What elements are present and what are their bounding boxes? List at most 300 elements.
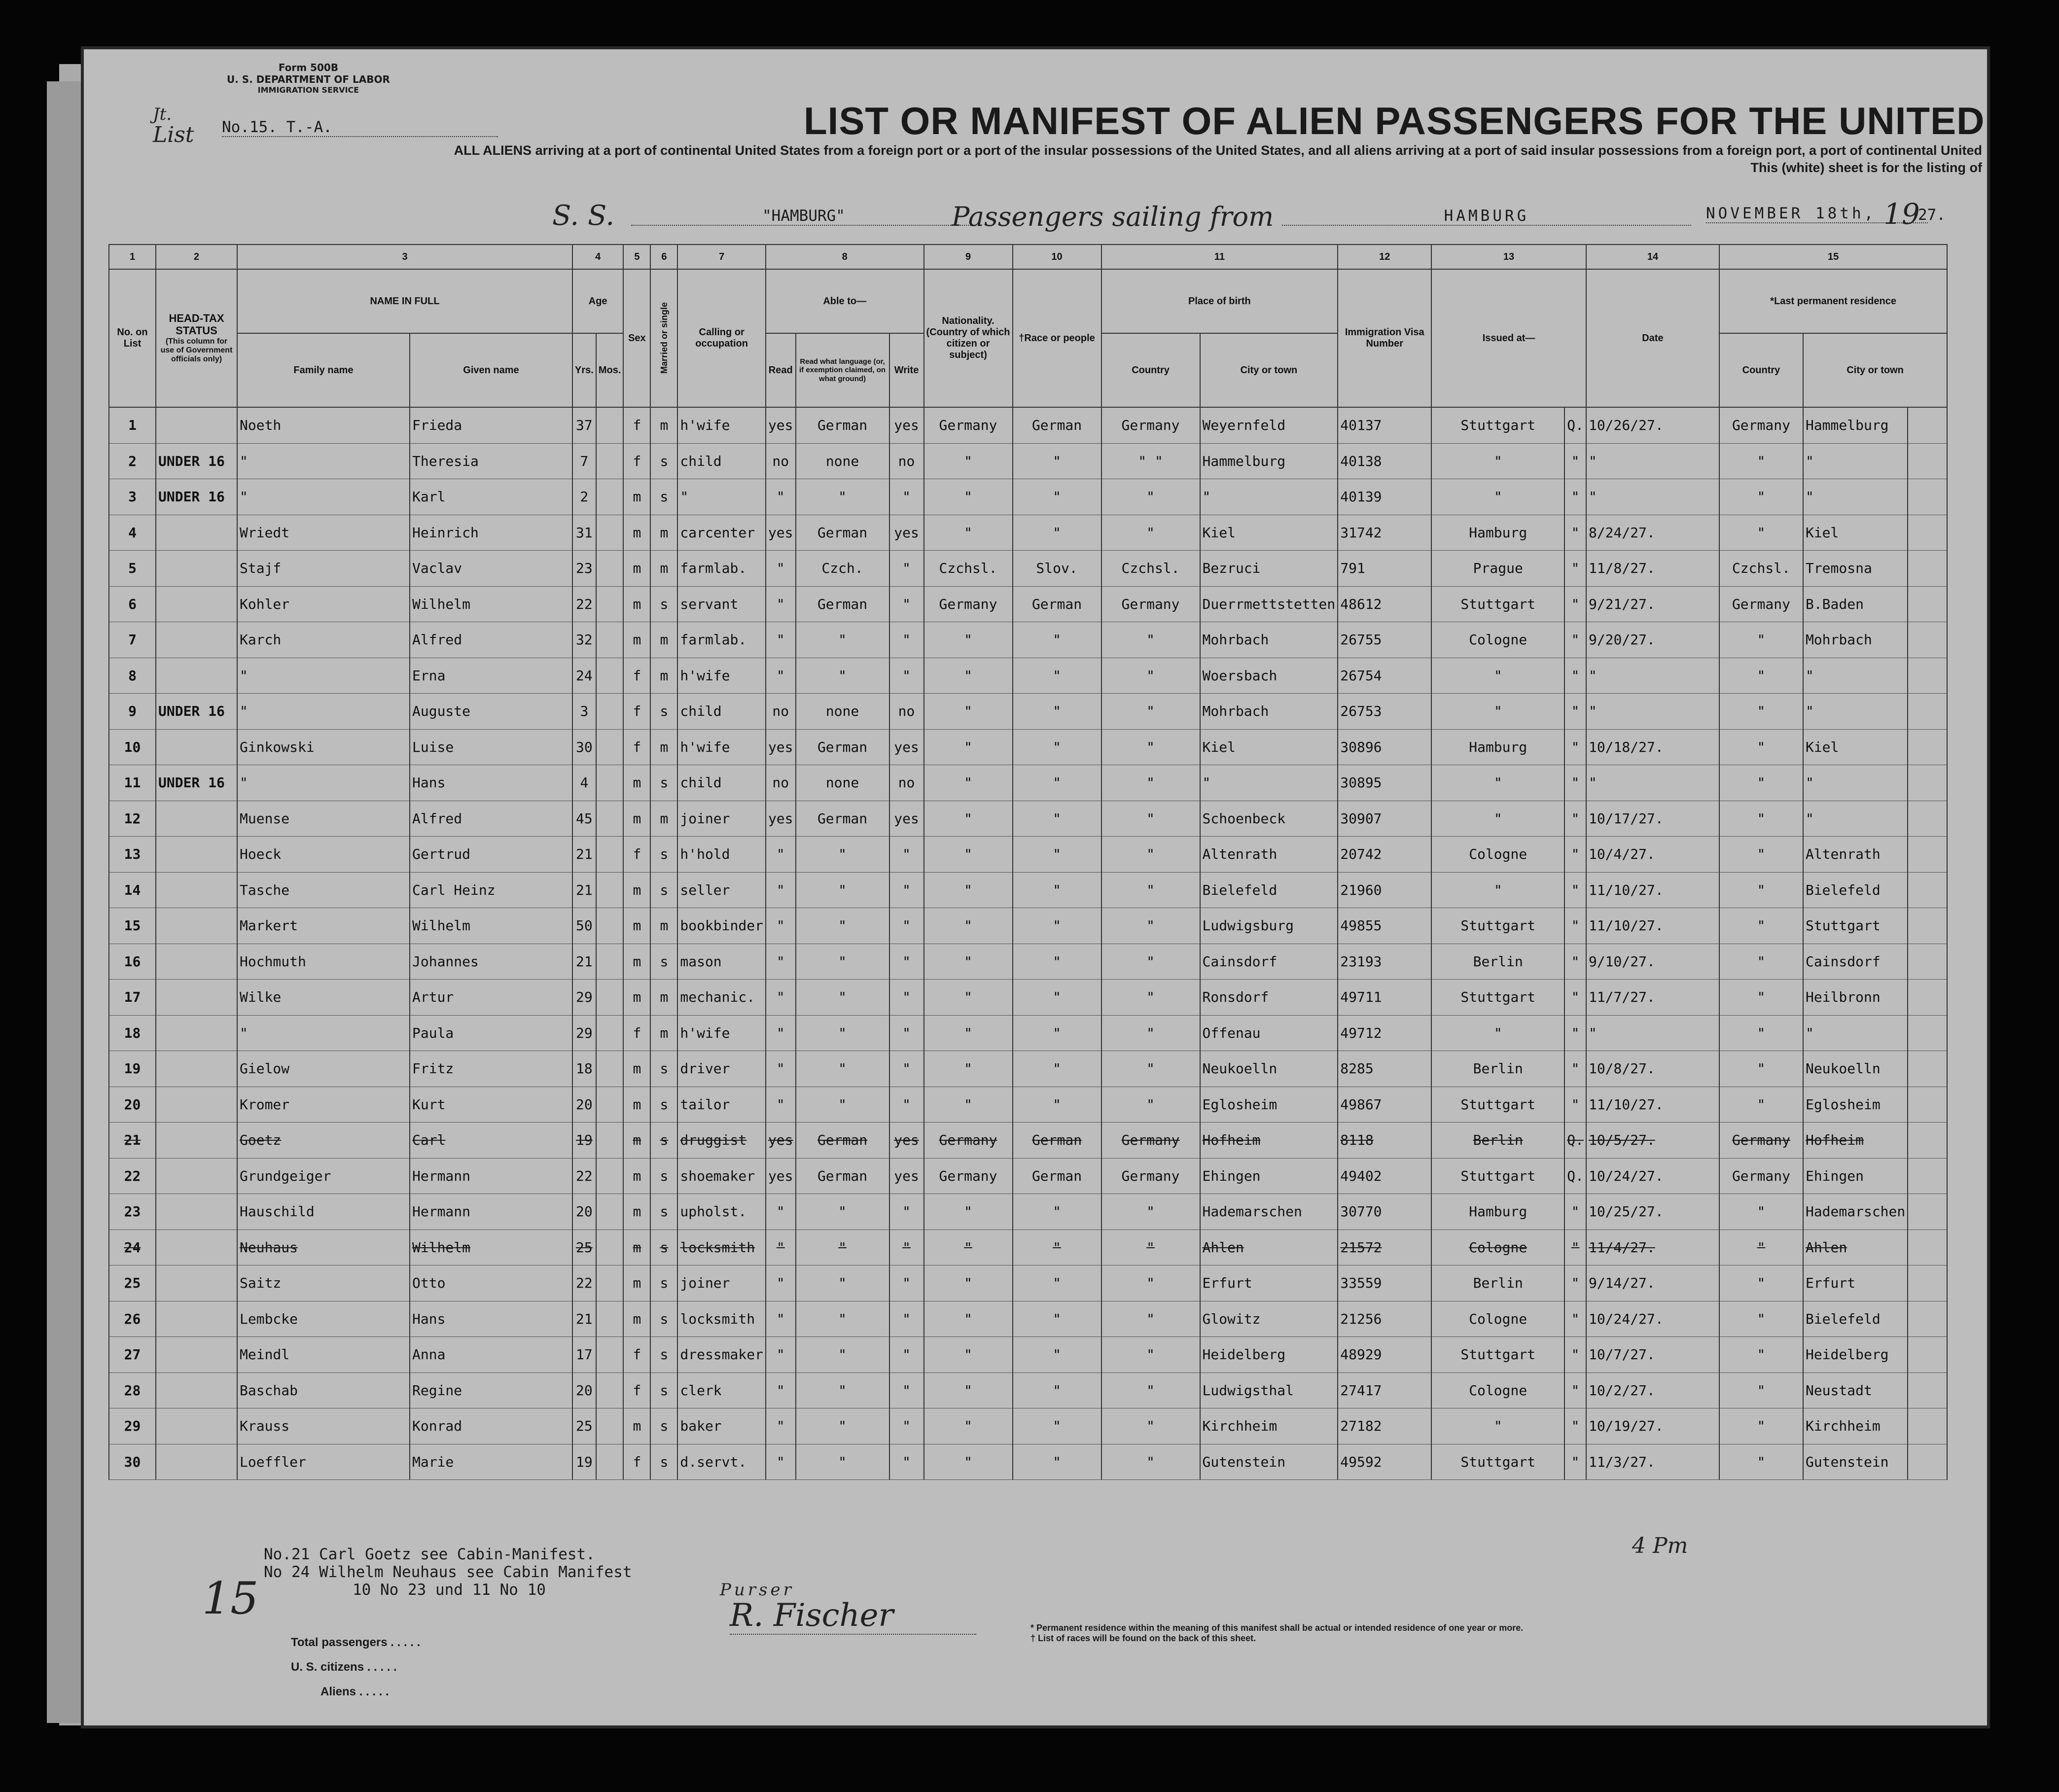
cell-read: " bbox=[766, 1265, 796, 1301]
cell-nat: " bbox=[924, 515, 1013, 551]
cell-lang: " bbox=[796, 1015, 889, 1051]
cell-given: Theresia bbox=[410, 443, 572, 479]
cell-given: Kurt bbox=[410, 1087, 572, 1123]
cell-rcity: Mohrbach bbox=[1803, 622, 1908, 658]
cell-mark bbox=[1908, 1337, 1947, 1373]
note-24: No 24 Wilhelm Neuhaus see Cabin Manifest bbox=[264, 1563, 632, 1581]
cell-issued: " bbox=[1431, 1015, 1564, 1051]
cell-lang: German bbox=[796, 515, 889, 551]
cell-read: " bbox=[766, 551, 796, 587]
cell-yrs: 4 bbox=[572, 765, 596, 801]
cell-lang: " bbox=[796, 872, 889, 908]
cell-read: " bbox=[766, 837, 796, 873]
cell-sex: f bbox=[623, 1015, 650, 1051]
cell-nat: " bbox=[924, 1087, 1013, 1123]
cell-mos bbox=[596, 586, 624, 622]
cell-rcity: Kiel bbox=[1803, 515, 1908, 551]
cell-date: " bbox=[1586, 443, 1719, 479]
cell-no: 22 bbox=[109, 1158, 156, 1194]
cell-calling: " bbox=[677, 479, 766, 515]
cell-calling: locksmith bbox=[677, 1301, 766, 1337]
cell-read: yes bbox=[766, 1123, 796, 1159]
cell-visa: 33559 bbox=[1338, 1265, 1431, 1301]
cell-calling: tailor bbox=[677, 1087, 766, 1123]
cell-issued: Cologne bbox=[1431, 837, 1564, 873]
cell-ms: s bbox=[650, 586, 677, 622]
cell-yrs: 50 bbox=[572, 908, 596, 944]
cell-bcountry: " bbox=[1101, 1372, 1200, 1408]
cell-given: Heinrich bbox=[410, 515, 572, 551]
cell-mark bbox=[1908, 944, 1947, 980]
cell-nat: " bbox=[924, 1194, 1013, 1230]
cell-family: Wilke bbox=[237, 980, 410, 1016]
cell-no: 21 bbox=[109, 1123, 156, 1159]
cell-bcountry: " bbox=[1101, 801, 1200, 837]
cell-race: " bbox=[1013, 801, 1101, 837]
cell-visa: 40138 bbox=[1338, 443, 1431, 479]
cell-ms: m bbox=[650, 801, 677, 837]
cell-race: " bbox=[1013, 658, 1101, 694]
cell-rcity: Neukoelln bbox=[1803, 1051, 1908, 1087]
cell-ms: s bbox=[650, 1194, 677, 1230]
cell-issued: " bbox=[1431, 801, 1564, 837]
notes bbox=[264, 1546, 632, 1599]
colnum-8: 8 bbox=[766, 245, 924, 269]
cell-q: " bbox=[1564, 1444, 1586, 1480]
cell-bcity: Hammelburg bbox=[1200, 443, 1338, 479]
cell-write: " bbox=[889, 479, 924, 515]
cell-bcity: Erfurt bbox=[1200, 1265, 1338, 1301]
cell-write: no bbox=[889, 765, 924, 801]
cell-rcountry: Germany bbox=[1719, 586, 1803, 622]
cell-race: " bbox=[1013, 1301, 1101, 1337]
cell-given: Alfred bbox=[410, 622, 572, 658]
cell-bcountry: Czchsl. bbox=[1101, 551, 1200, 587]
cell-lang: " bbox=[796, 1301, 889, 1337]
cell-tax bbox=[156, 407, 237, 443]
header-married bbox=[650, 269, 677, 407]
cell-tax bbox=[156, 551, 237, 587]
cell-visa: 26753 bbox=[1338, 694, 1431, 730]
cell-family: Tasche bbox=[237, 872, 410, 908]
cell-mark bbox=[1908, 1301, 1947, 1337]
cell-q: " bbox=[1564, 1265, 1586, 1301]
cell-bcity: Altenrath bbox=[1200, 837, 1338, 873]
cell-read: yes bbox=[766, 515, 796, 551]
cell-family: Hauschild bbox=[237, 1194, 410, 1230]
column-header-row-1 bbox=[109, 269, 1947, 333]
cell-rcity: Ahlen bbox=[1803, 1230, 1908, 1265]
cell-q: " bbox=[1564, 872, 1586, 908]
cell-q: " bbox=[1564, 1337, 1586, 1373]
cell-no: 8 bbox=[109, 658, 156, 694]
cell-mark bbox=[1908, 622, 1947, 658]
cell-read: " bbox=[766, 1087, 796, 1123]
header-nationality: Nationality. (Country of which citizen or subject) bbox=[924, 269, 1013, 407]
cell-rcountry: " bbox=[1719, 1087, 1803, 1123]
note-transfer: 10 No 23 und 11 No 10 bbox=[353, 1581, 546, 1599]
cell-sex: m bbox=[623, 1230, 650, 1265]
cell-given: Alfred bbox=[410, 801, 572, 837]
cell-sex: f bbox=[623, 1337, 650, 1373]
cell-no: 5 bbox=[109, 551, 156, 587]
cell-mos bbox=[596, 622, 624, 658]
sailing-label: Passengers sailing from bbox=[952, 201, 1274, 232]
cell-family: Hochmuth bbox=[237, 944, 410, 980]
cell-visa: 49402 bbox=[1338, 1158, 1431, 1194]
cell-nat: " bbox=[924, 1301, 1013, 1337]
cell-lang: " bbox=[796, 622, 889, 658]
cell-lang: German bbox=[796, 729, 889, 765]
cell-tax: UNDER 16 bbox=[156, 694, 237, 730]
purser-signature: R. Fischer bbox=[730, 1597, 976, 1635]
cell-read: " bbox=[766, 1337, 796, 1373]
cell-no: 4 bbox=[109, 515, 156, 551]
cell-mark bbox=[1908, 1265, 1947, 1301]
cell-lang: " bbox=[796, 479, 889, 515]
cell-date: " bbox=[1586, 479, 1719, 515]
year-suffix: 27. bbox=[1918, 206, 1946, 224]
cell-write: yes bbox=[889, 1123, 924, 1159]
table-row bbox=[109, 765, 1947, 801]
cell-no: 29 bbox=[109, 1408, 156, 1444]
cell-calling: shoemaker bbox=[677, 1158, 766, 1194]
cell-read: " bbox=[766, 980, 796, 1016]
cell-calling: h'wife bbox=[677, 658, 766, 694]
cell-bcountry: " bbox=[1101, 1444, 1200, 1480]
cell-race: " bbox=[1013, 1230, 1101, 1265]
cell-rcountry: " bbox=[1719, 658, 1803, 694]
cell-given: Wilhelm bbox=[410, 1230, 572, 1265]
cell-mos bbox=[596, 515, 624, 551]
cell-yrs: 37 bbox=[572, 407, 596, 443]
cell-bcountry: Germany bbox=[1101, 1158, 1200, 1194]
cell-issued: Stuttgart bbox=[1431, 908, 1564, 944]
cell-sex: m bbox=[623, 1265, 650, 1301]
cell-read: " bbox=[766, 622, 796, 658]
cell-rcountry: " bbox=[1719, 694, 1803, 730]
cell-no: 19 bbox=[109, 1051, 156, 1087]
cell-visa: 30895 bbox=[1338, 765, 1431, 801]
cell-visa: 49712 bbox=[1338, 1015, 1431, 1051]
cell-ms: m bbox=[650, 1015, 677, 1051]
cell-ms: s bbox=[650, 872, 677, 908]
cell-rcity: Gutenstein bbox=[1803, 1444, 1908, 1480]
cell-bcity: Offenau bbox=[1200, 1015, 1338, 1051]
total-passengers-text: Total passengers bbox=[291, 1636, 388, 1649]
cell-rcountry: " bbox=[1719, 1015, 1803, 1051]
cell-race: " bbox=[1013, 443, 1101, 479]
cell-rcountry: " bbox=[1719, 872, 1803, 908]
cell-visa: 48612 bbox=[1338, 586, 1431, 622]
table-row bbox=[109, 1301, 1947, 1337]
cell-date: 9/21/27. bbox=[1586, 586, 1719, 622]
cell-no: 11 bbox=[109, 765, 156, 801]
cell-tax: UNDER 16 bbox=[156, 443, 237, 479]
cell-sex: m bbox=[623, 515, 650, 551]
cell-race: " bbox=[1013, 479, 1101, 515]
header-issued: Issued at— bbox=[1431, 269, 1586, 407]
cell-mark bbox=[1908, 479, 1947, 515]
cell-rcountry: " bbox=[1719, 729, 1803, 765]
cell-write: " bbox=[889, 1372, 924, 1408]
cell-visa: 31742 bbox=[1338, 515, 1431, 551]
cell-q: " bbox=[1564, 586, 1586, 622]
cell-sex: f bbox=[623, 1444, 650, 1480]
cell-race: " bbox=[1013, 729, 1101, 765]
cell-race: " bbox=[1013, 622, 1101, 658]
cell-date: 11/8/27. bbox=[1586, 551, 1719, 587]
cell-sex: m bbox=[623, 1051, 650, 1087]
list-number: No.15. T.-A. bbox=[222, 118, 498, 137]
cell-lang: " bbox=[796, 944, 889, 980]
cell-sex: m bbox=[623, 1123, 650, 1159]
cell-rcountry: " bbox=[1719, 765, 1803, 801]
cell-given: Marie bbox=[410, 1444, 572, 1480]
cell-race: German bbox=[1013, 586, 1101, 622]
cell-issued: Berlin bbox=[1431, 1123, 1564, 1159]
cell-yrs: 2 bbox=[572, 479, 596, 515]
cell-mark bbox=[1908, 1015, 1947, 1051]
cell-read: yes bbox=[766, 729, 796, 765]
cell-write: " bbox=[889, 837, 924, 873]
cell-no: 20 bbox=[109, 1087, 156, 1123]
cell-issued: Prague bbox=[1431, 551, 1564, 587]
cell-tax bbox=[156, 1123, 237, 1159]
cell-write: yes bbox=[889, 801, 924, 837]
cell-bcity: Ludwigsburg bbox=[1200, 908, 1338, 944]
cell-issued: Stuttgart bbox=[1431, 980, 1564, 1016]
cell-bcity: Woersbach bbox=[1200, 658, 1338, 694]
colnum-4: 4 bbox=[572, 245, 623, 269]
cell-given: Luise bbox=[410, 729, 572, 765]
cell-family: " bbox=[237, 694, 410, 730]
colnum-5: 5 bbox=[623, 245, 650, 269]
cell-issued: Hamburg bbox=[1431, 1194, 1564, 1230]
cell-nat: Germany bbox=[924, 1158, 1013, 1194]
cell-rcity: Altenrath bbox=[1803, 837, 1908, 873]
cell-q: " bbox=[1564, 1408, 1586, 1444]
cell-calling: driver bbox=[677, 1051, 766, 1087]
cell-write: " bbox=[889, 872, 924, 908]
total-passengers-label: Total passengers . . . . . bbox=[291, 1636, 421, 1649]
cell-tax bbox=[156, 1372, 237, 1408]
cell-bcity: Ronsdorf bbox=[1200, 980, 1338, 1016]
cell-calling: servant bbox=[677, 586, 766, 622]
jt-label: Jt. bbox=[153, 105, 172, 124]
cell-ms: m bbox=[650, 729, 677, 765]
cell-q: " bbox=[1564, 1051, 1586, 1087]
cell-mos bbox=[596, 1408, 624, 1444]
cell-sex: m bbox=[623, 1408, 650, 1444]
cell-write: " bbox=[889, 1337, 924, 1373]
cell-issued: Hamburg bbox=[1431, 729, 1564, 765]
cell-calling: mason bbox=[677, 944, 766, 980]
cell-bcity: Ahlen bbox=[1200, 1230, 1338, 1265]
cell-issued: Hamburg bbox=[1431, 515, 1564, 551]
cell-q: " bbox=[1564, 622, 1586, 658]
cell-date: 10/8/27. bbox=[1586, 1051, 1719, 1087]
cell-lang: " bbox=[796, 908, 889, 944]
cell-bcountry: " bbox=[1101, 694, 1200, 730]
cell-rcountry: " bbox=[1719, 515, 1803, 551]
footnote-races: † List of races will be found on the back of this sheet. bbox=[1030, 1633, 1256, 1643]
department: U. S. DEPARTMENT OF LABOR bbox=[227, 73, 390, 85]
cell-rcountry: " bbox=[1719, 1301, 1803, 1337]
cell-calling: joiner bbox=[677, 801, 766, 837]
cell-bcity: Kiel bbox=[1200, 515, 1338, 551]
cell-no: 2 bbox=[109, 443, 156, 479]
cell-sex: m bbox=[623, 801, 650, 837]
cell-given: Hans bbox=[410, 1301, 572, 1337]
cell-write: " bbox=[889, 980, 924, 1016]
ship-name: "HAMBURG" bbox=[631, 207, 976, 226]
cell-mos bbox=[596, 801, 624, 837]
cell-visa: 26755 bbox=[1338, 622, 1431, 658]
cell-bcity: Mohrbach bbox=[1200, 694, 1338, 730]
cell-family: Grundgeiger bbox=[237, 1158, 410, 1194]
table-row bbox=[109, 1158, 1947, 1194]
cell-bcountry: " bbox=[1101, 658, 1200, 694]
cell-family: Wriedt bbox=[237, 515, 410, 551]
cell-write: no bbox=[889, 443, 924, 479]
cell-visa: 49711 bbox=[1338, 980, 1431, 1016]
cell-mark bbox=[1908, 407, 1947, 443]
cell-mark bbox=[1908, 1372, 1947, 1408]
cell-issued: " bbox=[1431, 872, 1564, 908]
cell-mark bbox=[1908, 1444, 1947, 1480]
cell-bcity: Ludwigsthal bbox=[1200, 1372, 1338, 1408]
cell-mark bbox=[1908, 515, 1947, 551]
cell-lang: German bbox=[796, 801, 889, 837]
cell-calling: h'wife bbox=[677, 1015, 766, 1051]
header-write: Write bbox=[889, 333, 924, 407]
cell-tax bbox=[156, 801, 237, 837]
cell-ms: s bbox=[650, 765, 677, 801]
cell-given: Paula bbox=[410, 1015, 572, 1051]
cell-given: Carl bbox=[410, 1123, 572, 1159]
table-row bbox=[109, 1337, 1947, 1373]
cell-read: no bbox=[766, 443, 796, 479]
cell-bcountry: " bbox=[1101, 1408, 1200, 1444]
cell-calling: h'hold bbox=[677, 837, 766, 873]
header-sex: Sex bbox=[623, 269, 650, 407]
colnum-2: 2 bbox=[156, 245, 237, 269]
cell-race: German bbox=[1013, 1158, 1101, 1194]
cell-visa: 791 bbox=[1338, 551, 1431, 587]
sailing-date: NOVEMBER 18th, bbox=[1706, 205, 1928, 223]
cell-rcountry: Czchsl. bbox=[1719, 551, 1803, 587]
cell-family: Stajf bbox=[237, 551, 410, 587]
cell-sex: f bbox=[623, 658, 650, 694]
cell-no: 30 bbox=[109, 1444, 156, 1480]
table-row bbox=[109, 801, 1947, 837]
cell-q: " bbox=[1564, 837, 1586, 873]
cell-ms: s bbox=[650, 944, 677, 980]
cell-rcity: Ehingen bbox=[1803, 1158, 1908, 1194]
colnum-10: 10 bbox=[1013, 245, 1101, 269]
cell-mark bbox=[1908, 1158, 1947, 1194]
table-row bbox=[109, 622, 1947, 658]
cell-sex: f bbox=[623, 407, 650, 443]
cell-family: Kromer bbox=[237, 1087, 410, 1123]
cell-date: 11/10/27. bbox=[1586, 872, 1719, 908]
cell-no: 27 bbox=[109, 1337, 156, 1373]
cell-rcity: Stuttgart bbox=[1803, 908, 1908, 944]
cell-race: " bbox=[1013, 515, 1101, 551]
cell-yrs: 17 bbox=[572, 1337, 596, 1373]
cell-bcountry: " bbox=[1101, 1015, 1200, 1051]
cell-q: " bbox=[1564, 729, 1586, 765]
departure-port: HAMBURG bbox=[1282, 207, 1691, 226]
cell-sex: m bbox=[623, 872, 650, 908]
header-res-city: City or town bbox=[1803, 333, 1947, 407]
cell-bcity: Mohrbach bbox=[1200, 622, 1338, 658]
cell-ms: s bbox=[650, 1444, 677, 1480]
cell-no: 14 bbox=[109, 872, 156, 908]
cell-write: " bbox=[889, 1444, 924, 1480]
cell-calling: child bbox=[677, 694, 766, 730]
table-row bbox=[109, 944, 1947, 980]
header-birth-city: City or town bbox=[1200, 333, 1338, 407]
cell-sex: f bbox=[623, 694, 650, 730]
cell-given: Anna bbox=[410, 1337, 572, 1373]
cell-rcity: Bielefeld bbox=[1803, 872, 1908, 908]
cell-rcountry: " bbox=[1719, 837, 1803, 873]
header-birth-country: Country bbox=[1101, 333, 1200, 407]
cell-no: 10 bbox=[109, 729, 156, 765]
cell-q: " bbox=[1564, 658, 1586, 694]
cell-no: 9 bbox=[109, 694, 156, 730]
cell-read: " bbox=[766, 479, 796, 515]
cell-rcity: B.Baden bbox=[1803, 586, 1908, 622]
cell-race: " bbox=[1013, 1015, 1101, 1051]
cell-calling: bookbinder bbox=[677, 908, 766, 944]
cell-given: Otto bbox=[410, 1265, 572, 1301]
cell-rcity: " bbox=[1803, 1015, 1908, 1051]
cell-q: " bbox=[1564, 515, 1586, 551]
cell-q: " bbox=[1564, 1087, 1586, 1123]
cell-mos bbox=[596, 1051, 624, 1087]
cell-rcountry: " bbox=[1719, 479, 1803, 515]
cell-nat: " bbox=[924, 801, 1013, 837]
cell-yrs: 19 bbox=[572, 1123, 596, 1159]
cell-tax bbox=[156, 586, 237, 622]
cell-bcountry: " bbox=[1101, 1230, 1200, 1265]
cell-calling: child bbox=[677, 765, 766, 801]
cell-mark bbox=[1908, 1123, 1947, 1159]
colnum-12: 12 bbox=[1338, 245, 1431, 269]
cell-rcountry: " bbox=[1719, 1051, 1803, 1087]
cell-rcountry: Germany bbox=[1719, 407, 1803, 443]
cell-mark bbox=[1908, 551, 1947, 587]
colnum-9: 9 bbox=[924, 245, 1013, 269]
cell-tax bbox=[156, 837, 237, 873]
cell-q: " bbox=[1564, 443, 1586, 479]
cell-race: " bbox=[1013, 872, 1101, 908]
cell-lang: " bbox=[796, 1337, 889, 1373]
header-family-name: Family name bbox=[237, 333, 410, 407]
header-age: Age bbox=[572, 269, 623, 333]
cell-ms: s bbox=[650, 1265, 677, 1301]
cell-rcity: " bbox=[1803, 801, 1908, 837]
cell-family: Meindl bbox=[237, 1337, 410, 1373]
cell-write: " bbox=[889, 908, 924, 944]
cell-date: 10/26/27. bbox=[1586, 407, 1719, 443]
cell-race: Slov. bbox=[1013, 551, 1101, 587]
cell-visa: 49855 bbox=[1338, 908, 1431, 944]
cell-mos bbox=[596, 1265, 624, 1301]
